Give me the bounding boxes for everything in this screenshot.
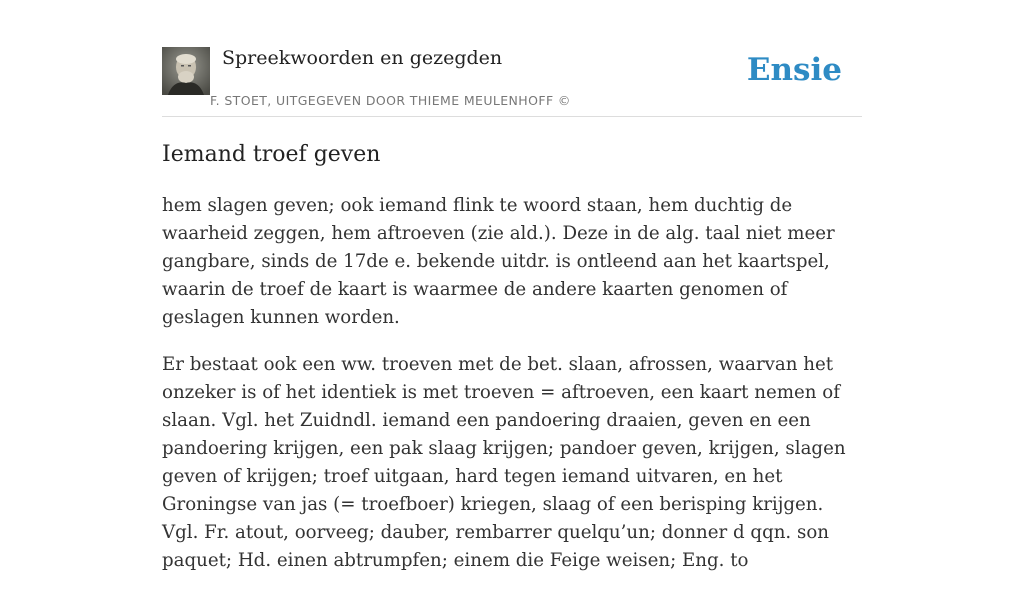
author-avatar[interactable] [162,47,210,95]
source-publisher: F. STOET, UITGEGEVEN DOOR THIEME MEULENHOFF © [210,93,571,108]
entry-paragraph: hem slagen geven; ook iemand flink te woord staan, hem duchtig de waarheid zeggen, hem aftroeven (zie ald.). Deze in de alg. taal niet meer gangbare, sinds de 17de e. bekende uitdr. is ontleend aan het kaartspel, waarin de troef de kaart is waarmee de andere kaarten genomen of geslagen kunnen worden. [162,195,835,328]
entry-title: Iemand troef geven [162,142,381,167]
source-header [162,46,862,117]
source-title[interactable]: Spreekwoorden en gezegden [222,47,503,69]
ensie-logo-link[interactable]: Ensie [746,52,842,88]
entry-body [162,192,864,594]
entry-paragraph: Er bestaat ook een ww. troeven met de bet. slaan, afrossen, waarvan het onzeker is of het identiek is met troeven = aftroeven, een kaart nemen of slaan. Vgl. het Zuidndl. iemand een pandoering draaien, geven en een pandoering krijgen, een pak slaag krijgen; pandoer geven, krijgen, slagen geven of krijgen; troef uitgaan, hard tegen iemand uitvaren, en het Groningse van jas (= troefboer) kriegen, slaag of een berisping krijgen. Vgl. Fr. atout, oorveeg; dauber, rembarrer quelqu’un; donner d qqn. son paquet; Hd. einen abtrumpfen; einem die Feige weisen; Eng. to [162,354,846,571]
portrait-image [162,47,210,95]
